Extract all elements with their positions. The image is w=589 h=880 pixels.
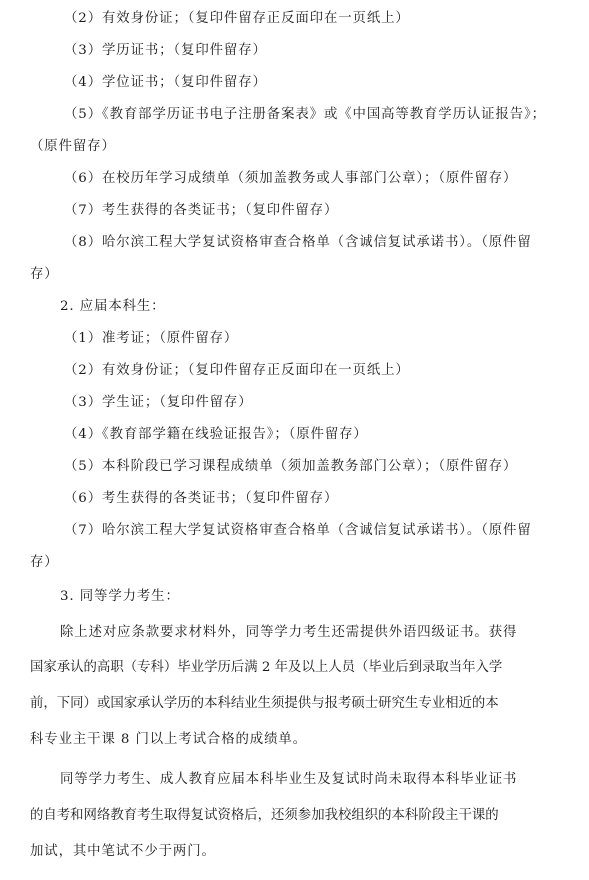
grad-item-5-line2: （原件留存） bbox=[30, 139, 116, 154]
equivalent-para1-line2-text: 国家承认的高职（专科）毕业学历后满 2 年及以上人员（毕业后到录取当年入学 bbox=[30, 660, 503, 675]
undergrad-item-7-line1: （7）哈尔滨工程大学复试资格审查合格单（含诚信复试承诺书）。（原件留 bbox=[64, 523, 532, 538]
undergrad-heading: 2. 应届本科生： bbox=[60, 299, 166, 314]
grad-item-3: （3）学历证书；（复印件留存） bbox=[64, 43, 267, 58]
undergrad-item-4: （4）《教育部学籍在线验证报告》；（原件留存） bbox=[64, 427, 368, 442]
undergrad-item-3: （3）学生证；（复印件留存） bbox=[64, 395, 253, 410]
equivalent-heading: 3. 同等学力考生： bbox=[60, 589, 180, 604]
grad-item-8-line2: 存） bbox=[30, 267, 59, 282]
undergrad-item-7-line2: 存） bbox=[30, 555, 59, 570]
grad-item-6: （6）在校历年学习成绩单（须加盖教务或人事部门公章）；（原件留存） bbox=[64, 171, 518, 186]
undergrad-item-6: （6）考生获得的各类证书；（复印件留存） bbox=[64, 491, 339, 506]
equivalent-para1-line1: 除上述对应条款要求材料外，同等学力考生还需提供外语四级证书。获得 bbox=[60, 625, 518, 640]
equivalent-para2-line1: 同等学力考生、成人教育应届本科毕业生及复试时尚未取得本科毕业证书 bbox=[60, 772, 518, 787]
equivalent-para2-line2 bbox=[30, 806, 560, 826]
equivalent-para1-line3 bbox=[30, 694, 560, 714]
equivalent-para1-line4: 科专业主干课 8 门以上考试合格的成绩单。 bbox=[30, 732, 307, 747]
equivalent-para1-line2 bbox=[30, 658, 560, 678]
equivalent-para2-line3: 加试，其中笔试不少于两门。 bbox=[30, 844, 216, 859]
grad-item-8-line1: （8）哈尔滨工程大学复试资格审查合格单（含诚信复试承诺书）。（原件留 bbox=[64, 235, 532, 250]
grad-item-7: （7）考生获得的各类证书；（复印件留存） bbox=[64, 203, 339, 218]
grad-item-2: （2）有效身份证；（复印件留存正反面印在一页纸上） bbox=[64, 11, 410, 26]
undergrad-item-5: （5）本科阶段已学习课程成绩单（须加盖教务部门公章）；（原件留存） bbox=[64, 459, 518, 474]
equivalent-para2-line2-text: 的自考和网络教育考生取得复试资格后，还须参加我校组织的本科阶段主干课的 bbox=[30, 808, 499, 823]
grad-item-4: （4）学位证书；（复印件留存） bbox=[64, 75, 267, 90]
undergrad-item-1: （1）准考证；（原件留存） bbox=[64, 331, 239, 346]
equivalent-para1-line3-text: 前，下同）或国家承认学历的本科结业生须提供与报考硕士研究生专业相近的本 bbox=[30, 696, 499, 711]
undergrad-item-2: （2）有效身份证；（复印件留存正反面印在一页纸上） bbox=[64, 363, 410, 378]
grad-item-5-line1: （5）《教育部学历证书电子注册备案表》或《中国高等教育学历认证报告》； bbox=[64, 107, 546, 122]
